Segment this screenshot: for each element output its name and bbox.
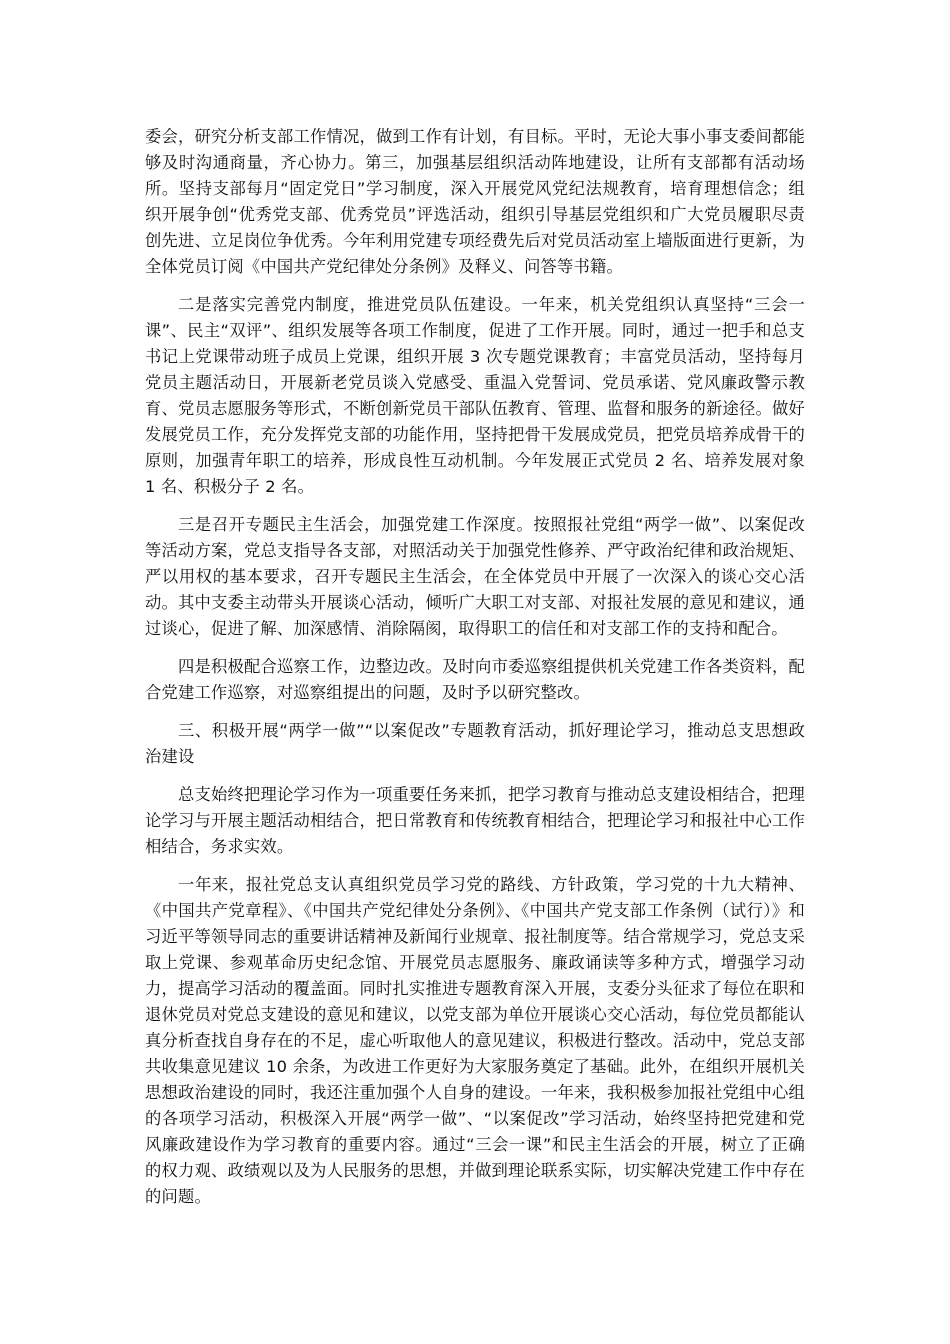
paragraph-theory-study: 总支始终把理论学习作为一项重要任务来抓，把学习教育与推动总支建设相结合，把理论学习与开展主题活动相结合，把日常教育和传统教育相结合，把理论学习和报社中心工作相结合，务求实效。 bbox=[145, 785, 805, 856]
paragraph-annual-study: 一年来，报社党总支认真组织党员学习党的路线、方针政策，学习党的十九大精神、《中国共产党章程》、《中国共产党纪律处分条例》、《中国共产党支部工作条例（试行）》和习近平等领导同志的重要讲话精神及新闻行业规章、报社制度等。结合常规学习，党总支采取上党课、参观革命历史纪念馆、开展党员志愿服务、廉政诵读等多种方式，增强学习动力，提高学习活动的覆盖面。同时扎实推进专题教育深入开展，支委分头征求了每位在职和退休党员对党总支建设的意见和建议，以党支部为单位开展谈心交心活动，每位党员都能认真分析查找自身存在的不足，虚心听取他人的意见建议，积极进行整改。活动中，党总支部共收集意见建议 10 余条，为改进工作更好为大家服务奠定了基础。此外，在组织开展机关思想政治建设的同时，我还注重加强个人自身的建设。一年来，我积极参加报社党组中心组的各项学习活动，积极深入开展“两学一做”、“以案促改”学习活动，始终坚持把党建和党风廉政建设作为学习教育的重要内容。通过“三会一课”和民主生活会的开展，树立了正确的权力观、政绩观以及为人民服务的思想，并做到理论联系实际，切实解决党建工作中存在的问题。 bbox=[145, 875, 805, 1206]
section-heading-three: 三、积极开展“两学一做”“以案促改”专题教育活动，抓好理论学习，推动总支思想政治建设 bbox=[145, 721, 805, 766]
paragraph-party-system: 二是落实完善党内制度，推进党员队伍建设。一年来，机关党组织认真坚持“三会一课”、民主“双评”、组织发展等各项工作制度，促进了工作开展。同时，通过一把手和总支书记上党课带动班子成员上党课，组织开展 3 次专题党课教育；丰富党员活动，坚持每月党员主题活动日，开展新老党员谈入党感受、重温入党誓词、党员承诺、党风廉政警示教育、党员志愿服务等形式，不断创新党员干部队伍教育、管理、监督和服务的新途径。做好发展党员工作，充分发挥党支部的功能作用，坚持把骨干发展成党员，把党员培养成骨干的原则，加强青年职工的培养，形成良性互动机制。今年发展正式党员 2 名、培养发展对象 1 名、积极分子 2 名。 bbox=[145, 295, 805, 496]
paragraph-democratic-life-meeting: 三是召开专题民主生活会，加强党建工作深度。按照报社党组“两学一做”、以案促改等活动方案，党总支指导各支部，对照活动关于加强党性修养、严守政治纪律和政治规矩、严以用权的基本要求，召开专题民主生活会，在全体党员中开展了一次深入的谈心交心活动。其中支委主动带头开展谈心活动，倾听广大职工对支部、对报社发展的意见和建议，通过谈心，促进了解、加深感情、消除隔阂，取得职工的信任和对支部工作的支持和配合。 bbox=[145, 515, 805, 638]
document-page bbox=[145, 124, 805, 1222]
paragraph-inspection-cooperation: 四是积极配合巡察工作，边整边改。及时向市委巡察组提供机关党建工作各类资料，配合党建工作巡察，对巡察组提出的问题，及时予以研究整改。 bbox=[145, 657, 805, 702]
paragraph-continuation: 委会，研究分析支部工作情况，做到工作有计划，有目标。平时，无论大事小事支委间都能够及时沟通商量，齐心协力。第三，加强基层组织活动阵地建设，让所有支部都有活动场所。坚持支部每月“固定党日”学习制度，深入开展党风党纪法规教育，培育理想信念；组织开展争创“优秀党支部、优秀党员”评选活动，组织引导基层党组织和广大党员履职尽责创先进、立足岗位争优秀。今年利用党建专项经费先后对党员活动室上墙版面进行更新，为全体党员订阅《中国共产党纪律处分条例》及释义、问答等书籍。 bbox=[145, 127, 805, 276]
